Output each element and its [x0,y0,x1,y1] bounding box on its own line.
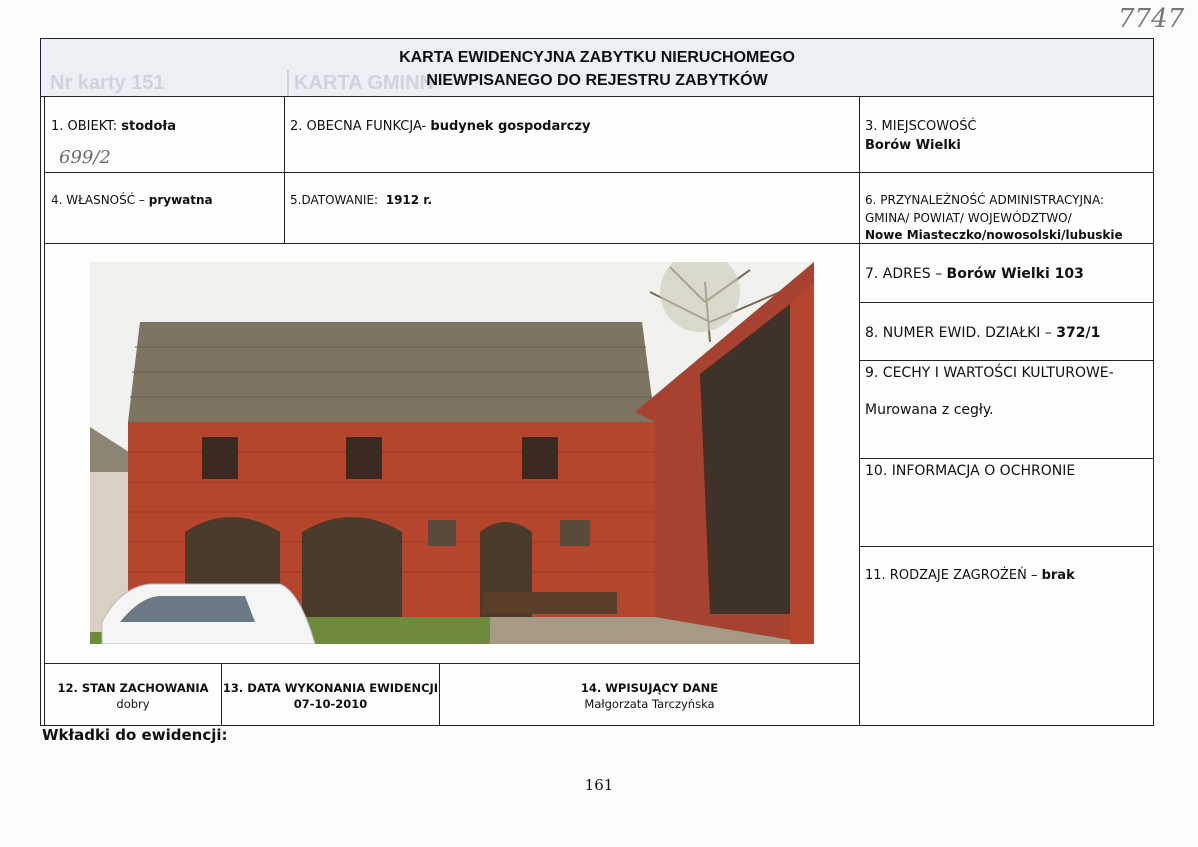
barn-photo [90,262,814,644]
przynaleznosc-label-2: GMINA/ POWIAT/ WOJEWÓDZTWO/ [865,211,1072,225]
adres-label: 7. ADRES – [865,266,943,282]
cechy-value: Murowana z cegły. [865,402,994,418]
datowanie-value: 1912 r. [385,193,433,207]
page-number: 161 [584,776,614,794]
zagrozenia-value: brak [1041,568,1075,583]
dzialka-label: 8. NUMER EWID. DZIAŁKI – [865,325,1052,341]
miejscowosc-value: Borów Wielki [865,138,961,153]
wpisujacy-label: 14. WPISUJĄCY DANE [580,681,719,695]
datowanie-label: 5.DATOWANIE: [290,193,379,207]
miejscowosc-label: 3. MIEJSCOWOŚĆ [865,119,977,134]
cell-wlasnosc [44,172,285,244]
title-line-2: NIEWPISANEGO DO REJESTRU ZABYTKÓW [426,72,768,89]
cell-funkcja [284,96,860,173]
cell-miejscowosc [859,96,1154,173]
cell-zagrozenia [859,546,1154,726]
cell-ochrona [859,458,1154,547]
obiekt-handwritten: 699/2 [59,147,111,168]
wpisujacy-value: Małgorzata Tarczyńska [584,697,715,711]
cell-adres [859,243,1154,303]
wkladki-label: Wkładki do ewidencji: [42,726,228,744]
funkcja-label: 2. OBECNA FUNKCJA- [290,119,427,134]
title-line-1: KARTA EWIDENCYJNA ZABYTKU NIERUCHOMEGO [399,49,795,66]
cell-obiekt [44,96,285,173]
funkcja-value: budynek gospodarczy [430,119,591,134]
cell-dzialka [859,302,1154,361]
cell-cechy [859,360,1154,459]
stan-value: dobry [116,697,150,711]
wlasnosc-value: prywatna [148,193,213,207]
cechy-label: 9. CECHY I WARTOŚCI KULTUROWE- [865,365,1114,381]
cell-przynaleznosc [859,172,1154,244]
handwritten-stamp: 7747 [1118,4,1185,34]
cell-stan [44,663,222,726]
adres-value: Borów Wielki 103 [946,266,1084,282]
cell-datowanie [284,172,860,244]
zagrozenia-label: 11. RODZAJE ZAGROŻEŃ – [865,568,1038,583]
stan-label: 12. STAN ZACHOWANIA [57,681,209,695]
data-value: 07-10-2010 [293,697,368,711]
cell-wpisujacy [439,663,860,726]
ghost-text-left: Nr karty 151 [50,72,165,94]
przynaleznosc-value: Nowe Miasteczko/nowosolski/lubuskie [865,228,1123,242]
cell-data [221,663,440,726]
obiekt-value: stodoła [121,119,177,134]
data-label: 13. DATA WYKONANIA EWIDENCJI [222,681,439,695]
ochrona-label: 10. INFORMACJA O OCHRONIE [865,463,1076,479]
wlasnosc-label: 4. WŁASNOŚĆ – [51,193,145,207]
przynaleznosc-label-1: 6. PRZYNALEŻNOŚĆ ADMINISTRACYJNA: [865,193,1105,207]
dzialka-value: 372/1 [1056,325,1101,341]
card-title [41,46,1153,92]
ghost-text-right: KARTA GMINN [294,72,434,94]
obiekt-label: 1. OBIEKT: [51,119,118,134]
